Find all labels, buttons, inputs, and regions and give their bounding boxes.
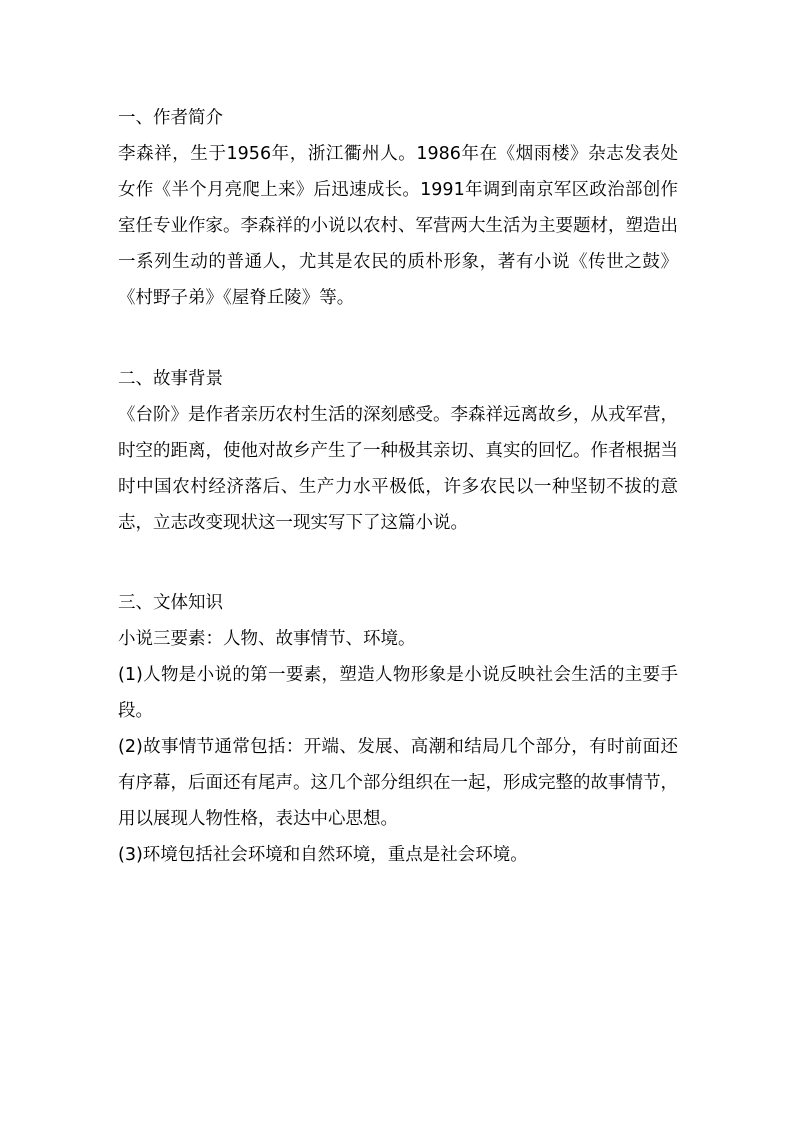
section-genre-knowledge xyxy=(118,585,678,873)
section-story-background xyxy=(118,361,678,541)
document-page xyxy=(118,100,678,873)
paragraph: (2)故事情节通常包括：开端、发展、高潮和结局几个部分，有时前面还有序幕，后面还有尾声。这几个部分组织在一起，形成完整的故事情节，用以展现人物性格，表达中心思想。 xyxy=(118,737,678,829)
section-heading: 二、故事背景 xyxy=(118,369,223,389)
section-heading: 一、作者简介 xyxy=(118,108,223,128)
section-heading: 三、文体知识 xyxy=(118,593,223,613)
section-author-intro xyxy=(118,100,678,316)
paragraph: 小说三要素：人物、故事情节、环境。 xyxy=(118,629,416,649)
paragraph: (3)环境包括社会环境和自然环境，重点是社会环境。 xyxy=(118,845,528,865)
paragraph: 李森祥，生于1956年，浙江衢州人。1986年在《烟雨楼》杂志发表处女作《半个月亮爬上来》后迅速成长。1991年调到南京军区政治部创作室任专业作家。李森祥的小说以农村、军营两大生活为主要题材，塑造出一系列生动的普通人，尤其是农民的质朴形象，著有小说《传世之鼓》《村野子弟》《屋脊丘陵》等。 xyxy=(118,144,678,308)
paragraph: 《台阶》是作者亲历农村生活的深刻感受。李森祥远离故乡，从戎军营，时空的距离，使他对故乡产生了一种极其亲切、真实的回忆。作者根据当时中国农村经济落后、生产力水平极低，许多农民以一种坚韧不拔的意志，立志改变现状这一现实写下了这篇小说。 xyxy=(118,405,678,533)
paragraph: (1)人物是小说的第一要素，塑造人物形象是小说反映社会生活的主要手段。 xyxy=(118,665,678,721)
